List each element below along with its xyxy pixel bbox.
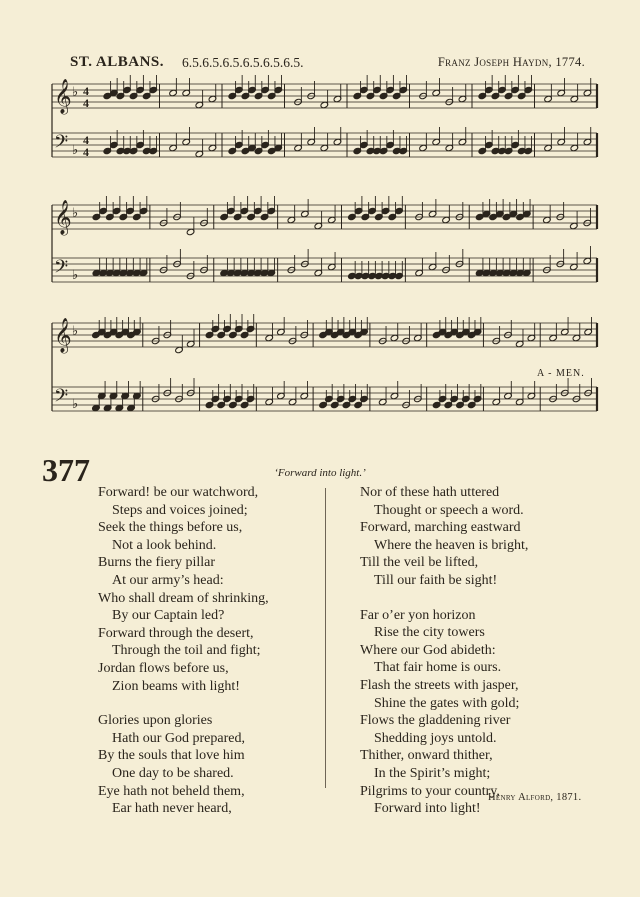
- verse-line: Far o’er yon horizon: [360, 607, 476, 623]
- verse-line: Forward, marching eastward: [360, 520, 521, 536]
- flat-sign: ♭: [72, 205, 79, 220]
- verse-line: In the Spirit’s might;: [374, 765, 491, 781]
- treble-clef: 𝄞: [54, 79, 72, 114]
- verse-line: Shine the gates with gold;: [374, 695, 520, 711]
- hymn-number: 377: [42, 452, 90, 488]
- treble-clef: 𝄞: [54, 200, 72, 235]
- verse-line: Glories upon glories: [98, 713, 213, 729]
- verse-line: Hath our God prepared,: [112, 730, 245, 746]
- verse-line: Seek the things before us,: [98, 520, 243, 536]
- verse-line: Zion beams with light!: [112, 678, 240, 694]
- time-signature: 4: [83, 133, 89, 147]
- verse-line: Steps and voices joined;: [112, 502, 248, 518]
- verse-line: Till the veil be lifted,: [360, 555, 479, 571]
- verse-line: Flash the streets with jasper,: [360, 677, 519, 693]
- verse-line: At our army’s head:: [112, 572, 224, 588]
- verse-line: Where our God abideth:: [360, 642, 496, 658]
- verse-line: Forward into light!: [374, 801, 481, 817]
- verse-line: That fair home is ours.: [374, 660, 502, 676]
- time-signature: 4: [83, 84, 89, 98]
- tune-meter: 6.5.6.5.6.5.6.5.6.5.6.5.: [182, 55, 304, 70]
- verse-line: Where the heaven is bright,: [374, 537, 529, 553]
- column-divider: [325, 488, 326, 788]
- verses-left-column: [98, 484, 269, 818]
- bass-clef: 𝄢: [54, 257, 69, 282]
- flat-sign: ♭: [72, 396, 79, 411]
- verse-line: By our Captain led?: [112, 608, 225, 624]
- time-signature: 4: [83, 145, 89, 159]
- verse-line: Thither, onward thither,: [360, 748, 493, 764]
- verse-line: Who shall dream of shrinking,: [98, 590, 269, 606]
- verse-line: Shedding joys untold.: [374, 730, 497, 746]
- verse-line: Forward! be our watchword,: [98, 485, 259, 500]
- verse-line: Eye hath not beheld them,: [98, 783, 245, 799]
- verse-line: Till our faith be sight!: [374, 572, 498, 588]
- verse-line: Burns the fiery pillar: [98, 555, 216, 571]
- verse-line: Flows the gladdening river: [360, 713, 511, 729]
- verse-line: Through the toil and fight;: [112, 643, 261, 659]
- amen-label: A - MEN.: [537, 368, 585, 379]
- verse-line: Pilgrims to your country,: [360, 783, 500, 799]
- flat-sign: ♭: [72, 267, 79, 282]
- verse-line: Forward through the desert,: [98, 625, 254, 641]
- bass-clef: 𝄢: [54, 386, 69, 411]
- treble-clef: 𝄞: [54, 318, 72, 353]
- verse-line: Thought or speech a word.: [374, 502, 524, 518]
- tune-name: ST. ALBANS.: [70, 54, 165, 70]
- composer-credit: Franz Joseph Haydn, 1774.: [437, 55, 585, 69]
- stanza-gap: [98, 695, 269, 712]
- verse-line: Nor of these hath uttered: [360, 485, 500, 500]
- flat-sign: ♭: [72, 84, 79, 99]
- verse-line: One day to be shared.: [112, 765, 234, 781]
- stanza-gap: [360, 590, 528, 607]
- verse-line: Rise the city towers: [374, 625, 485, 641]
- verse-line: Jordan flows before us,: [98, 660, 229, 676]
- hymn-subtitle: ‘Forward into light.’: [274, 467, 366, 479]
- author-credit: Henry Alford, 1871.: [488, 792, 582, 803]
- bass-clef: 𝄢: [54, 132, 69, 157]
- flat-sign: ♭: [72, 142, 79, 157]
- flat-sign: ♭: [72, 323, 79, 338]
- verse-line: Ear hath never heard,: [112, 801, 232, 817]
- time-signature: 4: [83, 96, 89, 110]
- verse-line: By the souls that love him: [98, 748, 245, 764]
- verse-line: Not a look behind.: [112, 537, 217, 553]
- verses-right-column: [360, 484, 528, 818]
